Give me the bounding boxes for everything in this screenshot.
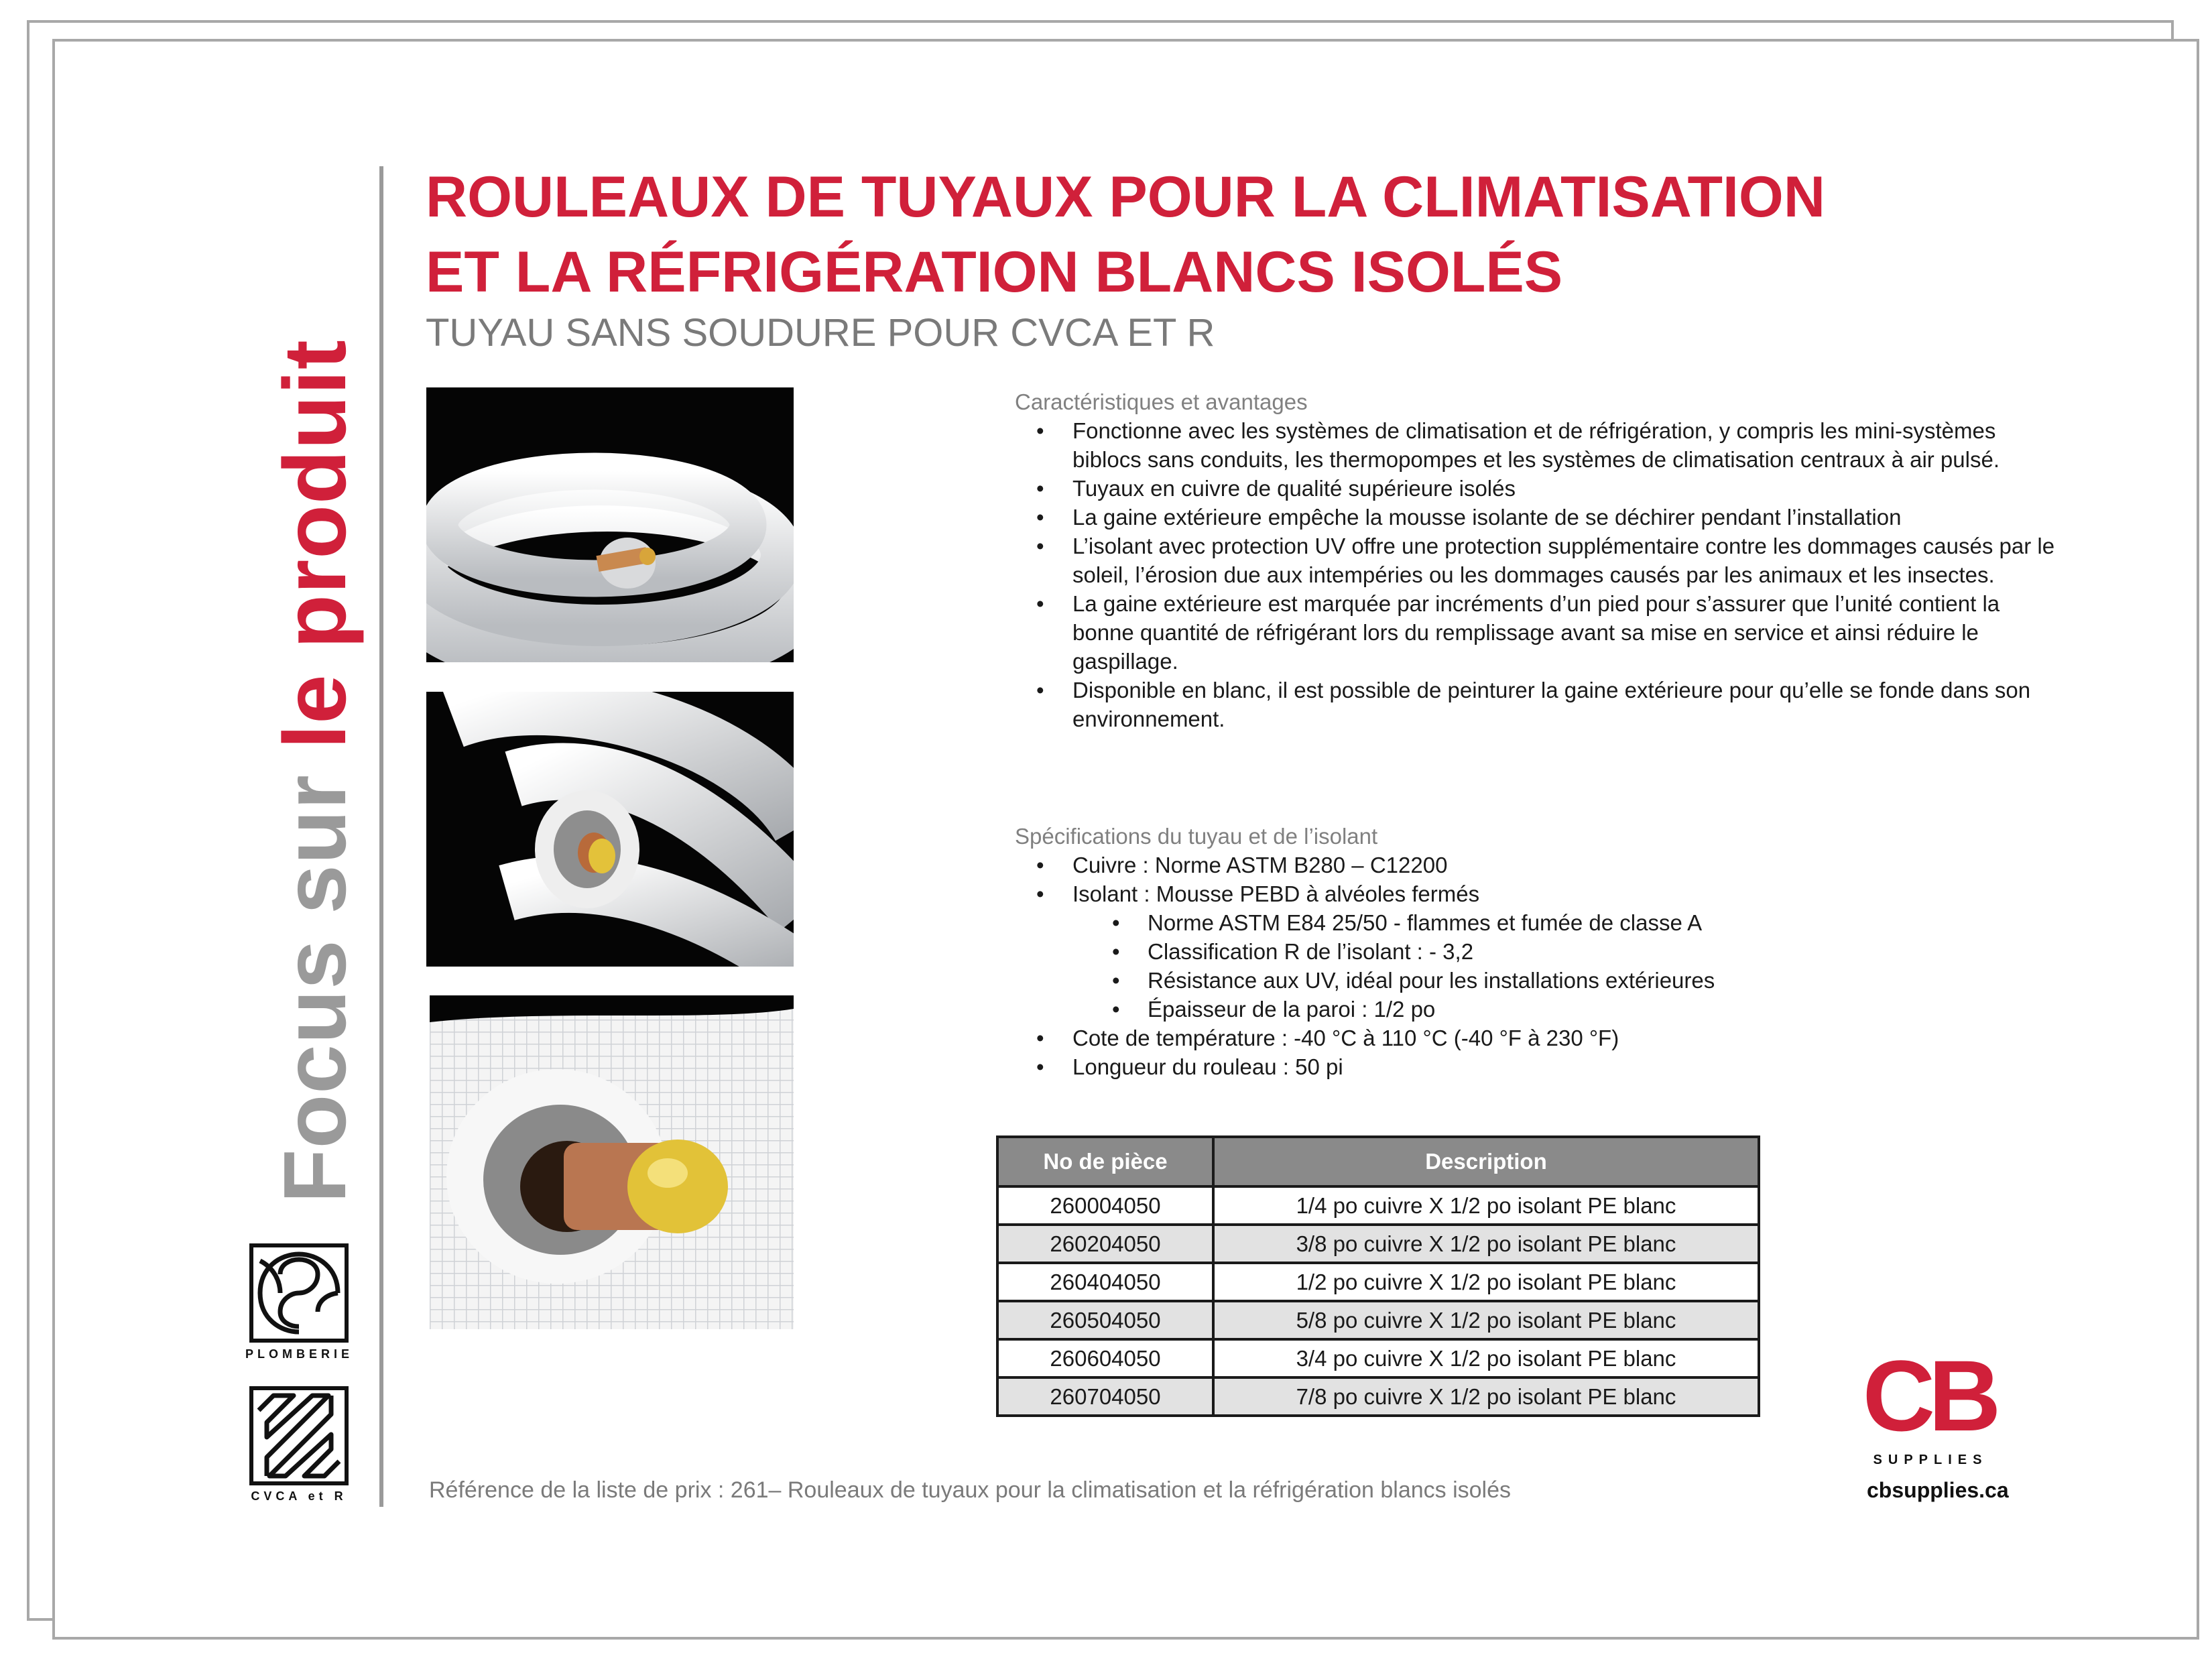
list-item: • Tuyaux en cuivre de qualité supérieure isolés	[1015, 474, 2061, 503]
table-row	[997, 1339, 1759, 1377]
part-number-cell: 260004050	[997, 1186, 1213, 1225]
spec-subitem: • Résistance aux UV, idéal pour les installations extérieures	[1015, 966, 2061, 995]
part-number-cell: 260604050	[997, 1339, 1213, 1377]
pipe-end-closeup-image	[430, 995, 794, 1329]
specs-section	[1015, 822, 2061, 1081]
sidebar-divider	[379, 166, 383, 1507]
description-cell: 1/2 po cuivre X 1/2 po isolant PE blanc	[1213, 1263, 1759, 1301]
cvca-logo	[249, 1386, 349, 1485]
product-photo-coil-top	[426, 387, 794, 662]
part-number-cell: 260704050	[997, 1377, 1213, 1416]
plomberie-pattern-icon	[253, 1247, 345, 1339]
pipe-coil-image	[426, 387, 794, 662]
list-item: • Disponible en blanc, il est possible de peinturer la gaine extérieure pour qu’elle se fonde dans son environnement.	[1015, 676, 2061, 733]
spec-insulation: • Isolant : Mousse PEBD à alvéoles fermés	[1015, 879, 2061, 908]
list-item: • L’isolant avec protection UV offre une protection supplémentaire contre les dommages causés par le soleil, l’érosion due aux intempéries ou les dommages causés par les animaux et les insectes.	[1015, 532, 2061, 589]
table-row	[997, 1301, 1759, 1339]
features-heading: Caractéristiques et avantages	[1015, 389, 1308, 414]
description-cell: 7/8 po cuivre X 1/2 po isolant PE blanc	[1213, 1377, 1759, 1416]
cvca-pattern-icon	[253, 1390, 345, 1481]
table-header-row	[997, 1137, 1759, 1186]
spec-subitem: • Classification R de l’isolant : - 3,2	[1015, 937, 2061, 966]
vertical-section-title	[265, 131, 365, 1203]
product-photo-coil-side	[426, 692, 794, 967]
part-number-cell: 260404050	[997, 1263, 1213, 1301]
list-item: • Fonctionne avec les systèmes de climatisation et de réfrigération, y compris les mini-systèmes biblocs sans conduits, les thermopompes et les systèmes de climatisation centraux à air pulsé.	[1015, 416, 2061, 474]
page-subtitle: TUYAU SANS SOUDURE POUR CVCA ET R	[426, 311, 1215, 355]
cb-logo-mark: CB	[1862, 1345, 1995, 1452]
table-row	[997, 1377, 1759, 1416]
table-row	[997, 1225, 1759, 1263]
parts-table	[996, 1135, 1760, 1417]
part-number-cell: 260504050	[997, 1301, 1213, 1339]
description-cell: 5/8 po cuivre X 1/2 po isolant PE blanc	[1213, 1301, 1759, 1339]
table-row	[997, 1263, 1759, 1301]
spec-temperature: • Cote de température : -40 °C à 110 °C (-40 °F à 230 °F)	[1015, 1024, 2061, 1052]
plomberie-caption: PLOMBERIE	[245, 1347, 354, 1361]
description-cell: 3/4 po cuivre X 1/2 po isolant PE blanc	[1213, 1339, 1759, 1377]
features-section	[1015, 387, 2061, 733]
product-photo-closeup	[430, 995, 794, 1329]
description-cell: 1/4 po cuivre X 1/2 po isolant PE blanc	[1213, 1186, 1759, 1225]
specs-heading: Spécifications du tuyau et de l’isolant	[1015, 824, 1378, 849]
header-description: Description	[1213, 1137, 1759, 1186]
vertical-title-red: le produit	[265, 339, 364, 749]
title-line-1: ROULEAUX DE TUYAUX POUR LA CLIMATISATION	[426, 165, 1825, 229]
page-title	[426, 160, 2034, 310]
spec-subitem: • Épaisseur de la paroi : 1/2 po	[1015, 995, 2061, 1024]
part-number-cell: 260204050	[997, 1225, 1213, 1263]
table-row	[997, 1186, 1759, 1225]
header-part-number: No de pièce	[997, 1137, 1213, 1186]
plomberie-logo	[249, 1243, 349, 1343]
cb-logo-tagline: SUPPLIES	[1873, 1453, 1988, 1467]
features-list	[1015, 416, 2061, 733]
cvca-caption: CVCA et R	[251, 1489, 347, 1503]
specs-list	[1015, 851, 2061, 1081]
vertical-title-grey: Focus sur	[265, 774, 364, 1203]
list-item: • La gaine extérieure empêche la mousse isolante de se déchirer pendant l’installation	[1015, 503, 2061, 532]
list-item: • La gaine extérieure est marquée par incréments d’un pied pour s’assurer que l’unité contient la bonne quantité de réfrigérant lors du remplissage avant sa mise en service et ainsi réduire le gaspillage.	[1015, 589, 2061, 676]
title-line-2: ET LA RÉFRIGÉRATION BLANCS ISOLÉS	[426, 240, 1563, 304]
cb-supplies-logo	[1845, 1345, 2012, 1472]
pipe-coil-end-image	[426, 692, 794, 967]
website-url[interactable]: cbsupplies.ca	[1867, 1478, 2009, 1502]
spec-copper: • Cuivre : Norme ASTM B280 – C12200	[1015, 851, 2061, 879]
spec-subitem: • Norme ASTM E84 25/50 - flammes et fumée de classe A	[1015, 908, 2061, 937]
spec-length: • Longueur du rouleau : 50 pi	[1015, 1052, 2061, 1081]
description-cell: 3/8 po cuivre X 1/2 po isolant PE blanc	[1213, 1225, 1759, 1263]
price-list-reference: Référence de la liste de prix : 261– Rouleaux de tuyaux pour la climatisation et la réfrigération blancs isolés	[429, 1477, 1512, 1503]
